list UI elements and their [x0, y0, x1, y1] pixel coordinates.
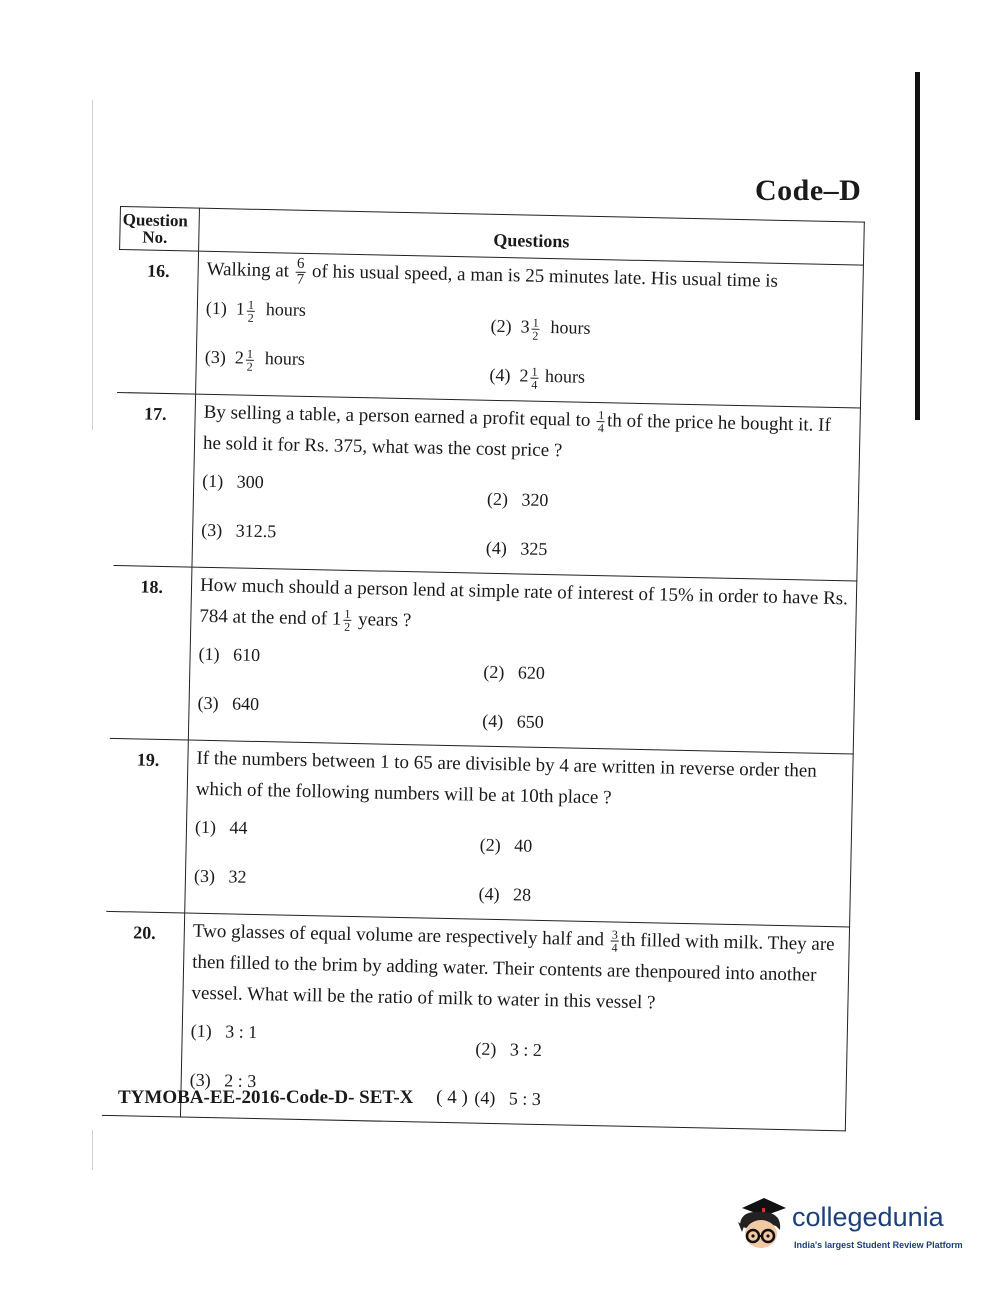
question-stem [191, 916, 841, 1023]
options [193, 809, 843, 921]
stem-text: Walking at [206, 258, 290, 282]
option-label: (3) [197, 692, 219, 714]
option-label: (2) [486, 488, 509, 510]
option-label: (2) [490, 315, 512, 337]
question-body [188, 567, 856, 754]
option-1[interactable] [195, 809, 481, 852]
fraction [530, 365, 539, 390]
col-questions: Questions [199, 208, 865, 265]
question-number: 19. [106, 739, 189, 914]
denominator: 4 [597, 421, 605, 436]
denominator: 4 [611, 940, 618, 955]
stem-text: By selling a table, a person earned a profit equal to [203, 401, 591, 432]
option-1[interactable] [190, 1013, 476, 1056]
numerator: 6 [296, 255, 305, 273]
question-number: 20. [101, 911, 184, 1117]
paper-code: Code–D [755, 174, 862, 207]
option-4[interactable] [489, 345, 853, 402]
option-label: (3) [189, 1069, 211, 1091]
numerator: 3 [611, 927, 618, 942]
option-4[interactable] [482, 691, 846, 748]
option-value: 32 [228, 866, 247, 887]
fraction [610, 929, 619, 954]
unit: hours [550, 317, 591, 339]
fraction [597, 409, 606, 434]
stem-text: years ? [357, 609, 412, 632]
numerator: 1 [247, 297, 255, 312]
student-mascot-icon [734, 1196, 790, 1254]
question-row-17 [113, 393, 860, 582]
page-number: ( 4 ) [436, 1087, 468, 1108]
option-3[interactable] [197, 685, 483, 728]
stem-text: th filled with milk. They are then filled to the brim by adding water. Their contents are thenpoured into another vessel. What will be the ratio of milk to water in this vessel ? [191, 929, 835, 1014]
unit: hours [265, 299, 307, 321]
fraction [343, 608, 352, 633]
options [201, 463, 851, 575]
option-label: (3) [204, 346, 227, 368]
denominator: 2 [344, 620, 351, 635]
fraction [295, 257, 305, 288]
whole: 2 [519, 365, 529, 386]
option-2[interactable] [483, 642, 847, 699]
whole: 1 [331, 608, 342, 630]
question-stem [199, 570, 848, 646]
option-label: (2) [475, 1038, 497, 1060]
question-sheet [101, 206, 865, 1132]
whole: 2 [234, 347, 245, 368]
scan-mark [92, 100, 93, 430]
options [204, 290, 854, 402]
option-3[interactable] [194, 858, 480, 901]
denominator: 2 [532, 328, 539, 343]
fraction [247, 298, 256, 323]
option-label: (4) [478, 883, 500, 905]
option-value: 40 [513, 835, 533, 856]
denominator: 2 [247, 310, 254, 325]
option-2[interactable] [475, 1019, 839, 1076]
option-label: (1) [190, 1020, 212, 1042]
option-2[interactable] [479, 815, 843, 872]
stem-text: How much should a person lend at simple rate of interest of 15% in order to have Rs. 784 at the end of [199, 574, 849, 630]
footer [118, 1087, 468, 1109]
option-3[interactable] [201, 512, 487, 555]
option-label: (1) [194, 816, 217, 838]
option-label: (2) [483, 661, 505, 683]
option-value: 610 [232, 644, 261, 666]
option-label: (3) [193, 865, 216, 887]
option-value: 3 : 1 [225, 1021, 258, 1043]
fraction [531, 316, 540, 341]
question-table [101, 206, 865, 1132]
question-stem [203, 397, 852, 473]
numerator: 1 [344, 607, 351, 622]
fraction [246, 347, 255, 372]
question-row-16 [117, 250, 864, 409]
numerator: 1 [598, 408, 605, 423]
whole: 1 [235, 298, 246, 319]
option-1[interactable] [202, 463, 488, 506]
stem-text: Two glasses of equal volume are respectively half and [192, 920, 605, 951]
option-4[interactable] [486, 518, 850, 575]
stem-text: of his usual speed, a man is 25 minutes late. His usual time is [311, 261, 779, 292]
question-body [196, 251, 864, 408]
option-label: (4) [489, 364, 511, 386]
option-label: (4) [474, 1087, 496, 1109]
numerator: 1 [532, 315, 539, 330]
question-body [192, 394, 860, 581]
option-label: (4) [482, 710, 504, 732]
option-value: 300 [236, 471, 264, 493]
option-4[interactable] [474, 1068, 838, 1125]
option-value: 325 [520, 538, 548, 560]
denominator: 7 [296, 271, 305, 289]
option-1[interactable] [205, 290, 491, 333]
numerator: 1 [246, 346, 254, 361]
option-value: 28 [512, 884, 532, 905]
option-label: (1) [205, 297, 228, 319]
option-3[interactable] [204, 339, 490, 382]
option-2[interactable] [487, 469, 851, 526]
option-1[interactable] [198, 636, 484, 679]
option-label: (4) [485, 537, 508, 559]
option-4[interactable] [478, 864, 842, 921]
option-value: 620 [517, 662, 546, 684]
question-stem: If the numbers between 1 to 65 are divisible by 4 are written in reverse order then which of the following numbers will be at 10th place ? [195, 747, 817, 809]
option-label: (1) [202, 470, 224, 492]
option-value: 44 [229, 817, 248, 838]
option-label: (2) [479, 834, 501, 856]
whole: 3 [520, 316, 530, 337]
page-edge-rule [915, 72, 920, 420]
denominator: 2 [246, 359, 253, 374]
brand-logo[interactable] [734, 1196, 964, 1256]
question-row-19 [106, 739, 853, 928]
col-question-no [120, 207, 200, 252]
numerator: 1 [531, 364, 538, 379]
option-value: 5 : 3 [508, 1088, 542, 1110]
option-value: 312.5 [235, 520, 277, 542]
question-number: 18. [109, 566, 192, 741]
unit: hours [264, 348, 306, 370]
option-value: 3 : 2 [509, 1039, 543, 1061]
option-label: (1) [198, 643, 220, 665]
stem-text: th of the price he bought it. If he sold it for Rs. 375, what was the cost price ? [202, 410, 831, 462]
option-value: 640 [231, 693, 260, 715]
option-value: 650 [516, 711, 544, 733]
col-qno-line1: Question [122, 210, 189, 231]
options [197, 636, 847, 748]
question-row-18 [109, 566, 856, 755]
option-value: 320 [521, 489, 549, 511]
denominator: 4 [531, 377, 538, 392]
option-label: (3) [201, 519, 223, 541]
unit: hours [544, 366, 586, 387]
option-value: 2 : 3 [223, 1070, 257, 1092]
col-qno-line2: No. [142, 227, 168, 247]
option-2[interactable] [490, 296, 854, 353]
footer-code: TYMOBA-EE-2016-Code-D- SET-X [118, 1087, 414, 1108]
brand-name: collegedunia [792, 1202, 944, 1232]
question-number: 17. [113, 393, 196, 568]
scan-mark [92, 1130, 93, 1170]
question-number: 16. [117, 250, 199, 395]
brand-tagline: India's largest Student Review Platform [794, 1240, 963, 1250]
question-body [185, 740, 853, 927]
